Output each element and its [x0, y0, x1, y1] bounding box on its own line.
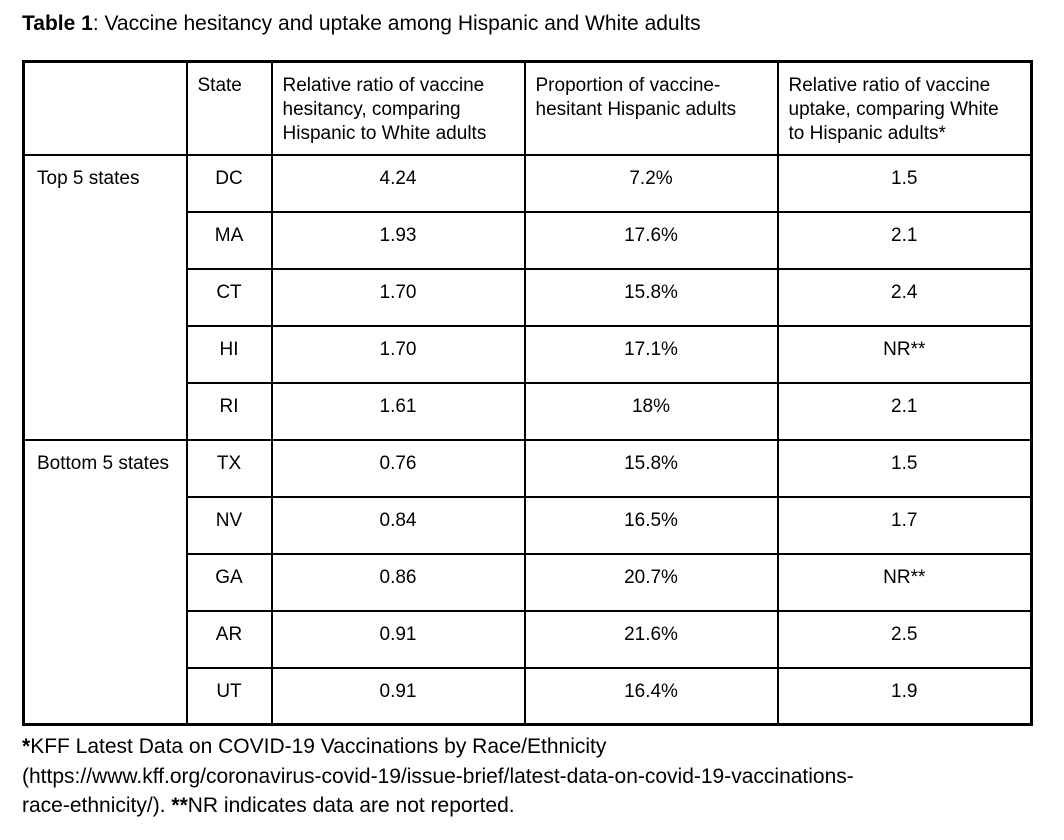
uptake-ratio-cell: NR** [778, 554, 1032, 611]
table-row [24, 155, 1032, 212]
column-header-hesitancy-ratio: Relative ratio of vaccine hesitancy, comparing Hispanic to White adults [272, 62, 525, 155]
hesitant-proportion-cell: 21.6% [525, 611, 778, 668]
state-cell: AR [187, 611, 272, 668]
uptake-ratio-cell: 2.1 [778, 383, 1032, 440]
state-cell: RI [187, 383, 272, 440]
footnote-marker-single: * [22, 735, 31, 758]
footnote-nr-text: NR indicates data are not reported. [187, 794, 515, 817]
table-number-label: Table 1 [22, 12, 93, 35]
column-header-uptake-ratio: Relative ratio of vaccine uptake, comparing White to Hispanic adults* [778, 62, 1032, 155]
column-header-state: State [187, 62, 272, 155]
footnote-url-text: (https://www.kff.org/coronavirus-covid-19/issue-brief/latest-data-on-covid-19-vaccinations- [22, 764, 854, 788]
footnote-line-source [22, 732, 1042, 762]
hesitant-proportion-cell: 16.5% [525, 497, 778, 554]
vaccine-hesitancy-table [22, 60, 1033, 726]
uptake-ratio-cell: 1.5 [778, 155, 1032, 212]
footnote-source-text: KFF Latest Data on COVID-19 Vaccinations by Race/Ethnicity [30, 735, 607, 758]
hesitancy-ratio-cell: 4.24 [272, 155, 525, 212]
hesitancy-ratio-cell: 1.61 [272, 383, 525, 440]
hesitancy-ratio-cell: 1.70 [272, 269, 525, 326]
state-cell: HI [187, 326, 272, 383]
uptake-ratio-cell: 2.1 [778, 212, 1032, 269]
uptake-ratio-cell: 2.5 [778, 611, 1032, 668]
page-title [22, 11, 1042, 37]
column-header-group [24, 62, 187, 155]
group-label-bottom5: Bottom 5 states [24, 440, 187, 725]
uptake-ratio-cell: 1.9 [778, 668, 1032, 725]
hesitancy-ratio-cell: 0.84 [272, 497, 525, 554]
hesitancy-ratio-cell: 0.91 [272, 668, 525, 725]
hesitant-proportion-cell: 18% [525, 383, 778, 440]
footnote-url-tail: race-ethnicity/). [22, 794, 172, 817]
group-label-top5: Top 5 states [24, 155, 187, 440]
footnote-marker-double: ** [171, 794, 188, 817]
column-header-hesitant-proportion: Proportion of vaccine-hesitant Hispanic adults [525, 62, 778, 155]
state-cell: MA [187, 212, 272, 269]
uptake-ratio-cell: NR** [778, 326, 1032, 383]
hesitancy-ratio-cell: 1.93 [272, 212, 525, 269]
hesitancy-ratio-cell: 0.76 [272, 440, 525, 497]
table-title-text: : Vaccine hesitancy and uptake among Hispanic and White adults [92, 12, 701, 35]
hesitant-proportion-cell: 17.1% [525, 326, 778, 383]
hesitant-proportion-cell: 15.8% [525, 440, 778, 497]
table-row [24, 440, 1032, 497]
hesitant-proportion-cell: 16.4% [525, 668, 778, 725]
state-cell: DC [187, 155, 272, 212]
state-cell: TX [187, 440, 272, 497]
state-cell: NV [187, 497, 272, 554]
state-cell: CT [187, 269, 272, 326]
footnote-line-nr [22, 791, 1042, 821]
hesitant-proportion-cell: 7.2% [525, 155, 778, 212]
hesitancy-ratio-cell: 1.70 [272, 326, 525, 383]
header-row [24, 62, 1032, 155]
hesitant-proportion-cell: 17.6% [525, 212, 778, 269]
hesitancy-ratio-cell: 0.86 [272, 554, 525, 611]
uptake-ratio-cell: 2.4 [778, 269, 1032, 326]
hesitancy-ratio-cell: 0.91 [272, 611, 525, 668]
state-cell: UT [187, 668, 272, 725]
uptake-ratio-cell: 1.5 [778, 440, 1032, 497]
footnote-line-url [22, 762, 1042, 792]
table-footnote [22, 732, 1042, 821]
hesitant-proportion-cell: 15.8% [525, 269, 778, 326]
state-cell: GA [187, 554, 272, 611]
hesitant-proportion-cell: 20.7% [525, 554, 778, 611]
uptake-ratio-cell: 1.7 [778, 497, 1032, 554]
